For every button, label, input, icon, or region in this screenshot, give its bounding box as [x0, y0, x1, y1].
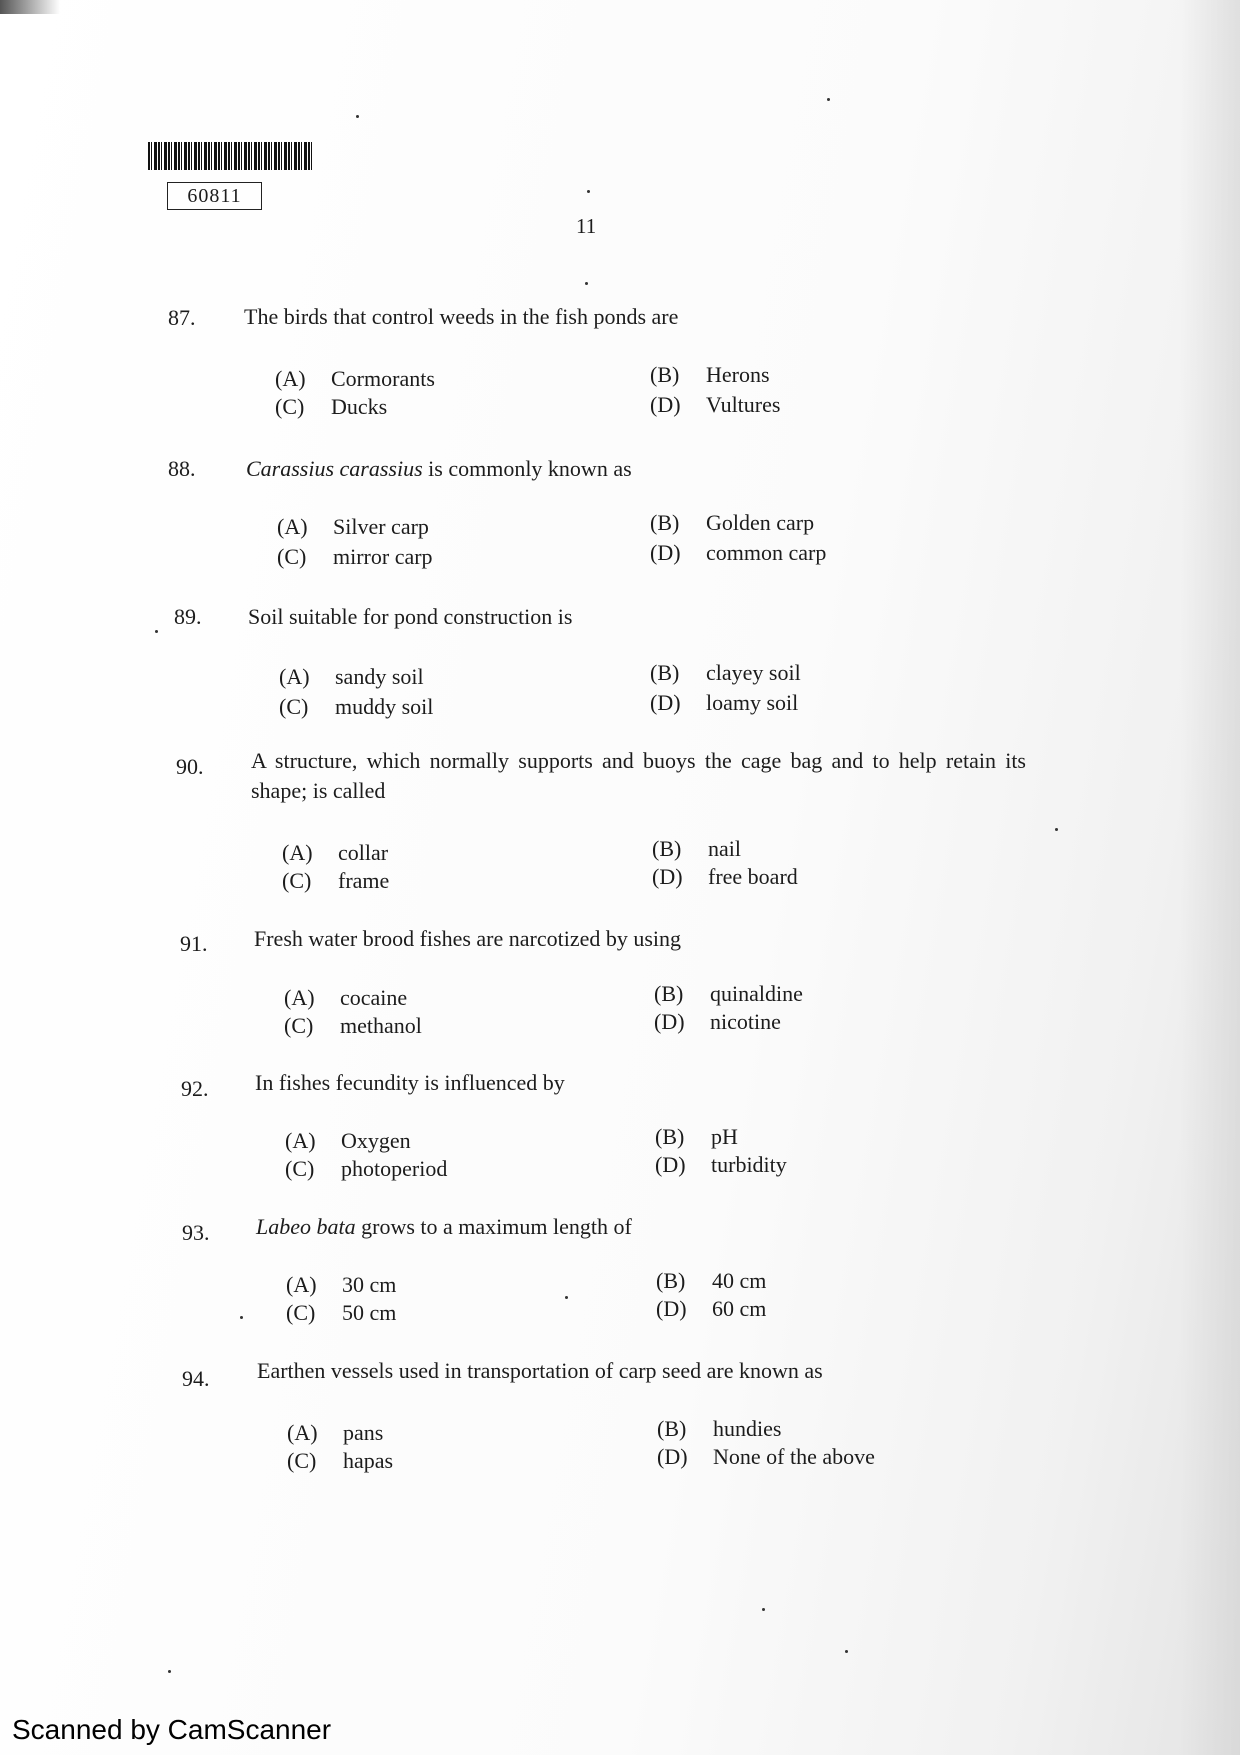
option-b: (B) Golden carp — [650, 510, 815, 535]
scan-edge-shadow — [1180, 0, 1240, 1755]
scan-corner-shadow — [0, 0, 60, 14]
question-number: 94. — [182, 1366, 210, 1391]
option-a: (A) sandy soil — [279, 664, 424, 689]
scan-speck — [240, 1316, 243, 1319]
option-a: (A) Cormorants — [275, 366, 435, 391]
question-number: 91. — [180, 931, 208, 956]
option-a: (A) pans — [287, 1420, 384, 1445]
option-a: (A) Silver carp — [277, 514, 429, 539]
option-c: (C) photoperiod — [285, 1156, 448, 1181]
paper-code-box: 60811 — [167, 182, 262, 210]
scan-speck — [356, 115, 359, 118]
question-number: 93. — [182, 1220, 210, 1245]
option-d: (D) 60 cm — [656, 1296, 767, 1321]
option-a: (A) 30 cm — [286, 1272, 397, 1297]
scan-speck — [845, 1650, 848, 1653]
option-a: (A) cocaine — [284, 985, 408, 1010]
question-number: 89. — [174, 604, 202, 629]
option-d: (D) nicotine — [654, 1009, 781, 1034]
question-number: 88. — [168, 456, 196, 481]
option-b: (B) Herons — [650, 362, 770, 387]
barcode — [148, 142, 312, 170]
scan-speck — [585, 282, 588, 285]
option-c: (C) 50 cm — [286, 1300, 397, 1325]
question-number: 92. — [181, 1076, 209, 1101]
scan-speck — [168, 1670, 171, 1673]
question-number: 90. — [176, 754, 204, 779]
scan-speck — [565, 1296, 568, 1299]
option-d: (D) None of the above — [657, 1444, 875, 1469]
species-name: Carassius carassius — [246, 456, 423, 481]
option-b: (B) nail — [652, 836, 741, 861]
option-d: (D) turbidity — [655, 1152, 787, 1177]
question-text: The birds that control weeds in the fish ponds are — [244, 304, 679, 329]
species-name: Labeo bata — [256, 1214, 356, 1239]
option-a: (A) Oxygen — [285, 1128, 411, 1153]
option-c: (C) frame — [282, 868, 390, 893]
option-b: (B) quinaldine — [654, 981, 803, 1006]
option-c: (C) mirror carp — [277, 544, 433, 569]
option-c: (C) hapas — [287, 1448, 394, 1473]
scan-speck — [762, 1608, 765, 1611]
scan-speck — [1055, 828, 1058, 831]
option-c: (C) Ducks — [275, 394, 388, 419]
scanner-watermark: Scanned by CamScanner — [12, 1714, 332, 1745]
question-number: 87. — [168, 305, 196, 330]
option-b: (B) 40 cm — [656, 1268, 767, 1293]
page-number: 11 — [576, 214, 597, 238]
option-d: (D) common carp — [650, 540, 827, 565]
option-d: (D) Vultures — [650, 392, 781, 417]
question-text: Carassius carassius is commonly known as — [246, 456, 632, 481]
option-d: (D) free board — [652, 864, 798, 889]
option-b: (B) pH — [655, 1124, 738, 1149]
question-text: A structure, which normally supports and buoys the cage bag and to help retain its shape; is called — [251, 748, 1026, 803]
option-c: (C) muddy soil — [279, 694, 434, 719]
scan-speck — [155, 630, 158, 633]
question-text: Fresh water brood fishes are narcotized by using — [254, 926, 682, 951]
option-d: (D) loamy soil — [650, 690, 799, 715]
question-text: Labeo bata grows to a maximum length of — [256, 1214, 632, 1239]
option-c: (C) methanol — [284, 1013, 422, 1038]
question-text: In fishes fecundity is influenced by — [255, 1070, 565, 1095]
scan-speck — [827, 98, 830, 101]
scan-speck — [587, 190, 590, 193]
option-b: (B) clayey soil — [650, 660, 801, 685]
question-text: Earthen vessels used in transportation of carp seed are known as — [257, 1358, 823, 1383]
option-b: (B) hundies — [657, 1416, 782, 1441]
question-text: Soil suitable for pond construction is — [248, 604, 573, 629]
option-a: (A) collar — [282, 840, 389, 865]
